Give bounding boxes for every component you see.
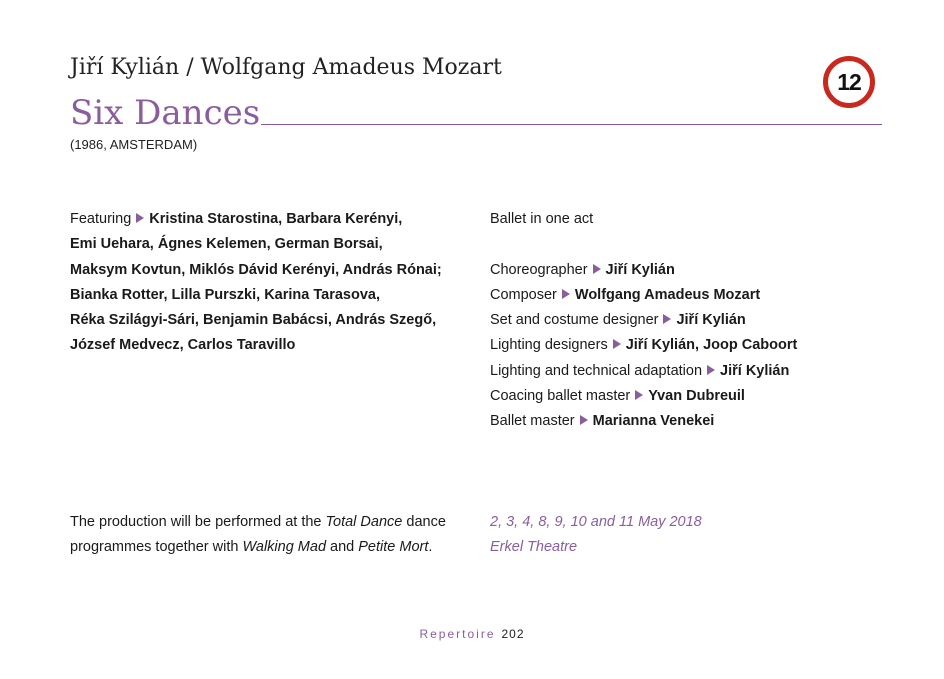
credit-item [490, 359, 890, 384]
credit-item [490, 333, 890, 358]
credit-name: Yvan Dubreuil [648, 388, 745, 405]
production-note-line [70, 510, 470, 535]
title-row [70, 92, 882, 134]
featuring-column [70, 207, 460, 359]
arrow-icon [562, 289, 570, 299]
age-rating-value: 12 [837, 68, 861, 95]
credit-role: Coacing ballet master [490, 388, 631, 405]
credit-item [490, 409, 890, 434]
featuring-names: Maksym Kovtun, Miklós Dávid Kerényi, András Rónai; [70, 261, 442, 278]
credit-name: Wolfgang Amadeus Mozart [574, 286, 761, 303]
credit-role: Ballet master [490, 413, 575, 430]
credit-name: Jiří Kylián [605, 261, 675, 278]
credit-name: Jiří Kylián [676, 312, 746, 329]
title-divider [261, 124, 882, 125]
credit-item [490, 308, 890, 333]
credit-role: Choreographer [490, 261, 588, 278]
featuring-names: Kristina Starostina, Barbara Kerényi, [149, 211, 403, 227]
credit-item [490, 258, 890, 283]
credit-role: Lighting designers [490, 337, 608, 354]
credit-name: Jiří Kylián [720, 362, 790, 379]
production-note-line [70, 535, 470, 560]
ballet-description: Ballet in one act [490, 211, 594, 227]
featuring-names: József Medvecz, Carlos Taravillo [70, 337, 296, 354]
arrow-icon [613, 339, 621, 349]
note-text: programmes together with [70, 539, 243, 556]
page-title: Six Dances [70, 93, 261, 133]
arrow-icon [663, 314, 671, 324]
note-text: . [428, 539, 433, 556]
note-text: The production will be performed at the [70, 514, 326, 530]
featuring-names: Bianka Rotter, Lilla Purszki, Karina Tarasova, [70, 286, 380, 303]
featuring-names: Emi Uehara, Ágnes Kelemen, German Borsai, [70, 236, 383, 253]
credit-role: Lighting and technical adaptation [490, 362, 703, 379]
author-heading: Jiří Kylián / Wolfgang Amadeus Mozart [70, 55, 502, 80]
arrow-icon [635, 390, 643, 400]
featuring-line [70, 207, 460, 232]
page-footer [0, 627, 944, 641]
note-text: dance [402, 514, 446, 530]
credit-role: Set and costume designer [490, 312, 659, 329]
performance-info [490, 510, 702, 561]
credit-role: Composer [490, 286, 557, 303]
credit-name: Jiří Kylián, Joop Caboort [625, 337, 798, 354]
arrow-icon [593, 264, 601, 274]
arrow-icon [136, 213, 144, 223]
featuring-names: Réka Szilágyi-Sári, Benjamin Babácsi, András Szegő, [70, 312, 437, 329]
page-number: 202 [501, 627, 525, 641]
credit-item [490, 283, 890, 308]
note-text: and [326, 539, 359, 556]
arrow-icon [707, 365, 715, 375]
credit-item [490, 384, 890, 409]
production-note [70, 510, 470, 561]
note-ballet-title: Walking Mad [242, 539, 327, 556]
note-programme-title: Total Dance [325, 514, 403, 530]
featuring-label: Featuring [70, 211, 132, 227]
arrow-icon [580, 415, 588, 425]
footer-section-label: Repertoire [419, 627, 496, 641]
spacer [490, 232, 890, 257]
performance-venue: Erkel Theatre [490, 539, 578, 556]
credits-column [490, 207, 890, 435]
credit-name: Marianna Venekei [592, 413, 715, 430]
premiere-info: (1986, AMSTERDAM) [70, 137, 198, 152]
note-ballet-title: Petite Mort [358, 539, 429, 556]
performance-dates: 2, 3, 4, 8, 9, 10 and 11 May 2018 [490, 514, 702, 530]
